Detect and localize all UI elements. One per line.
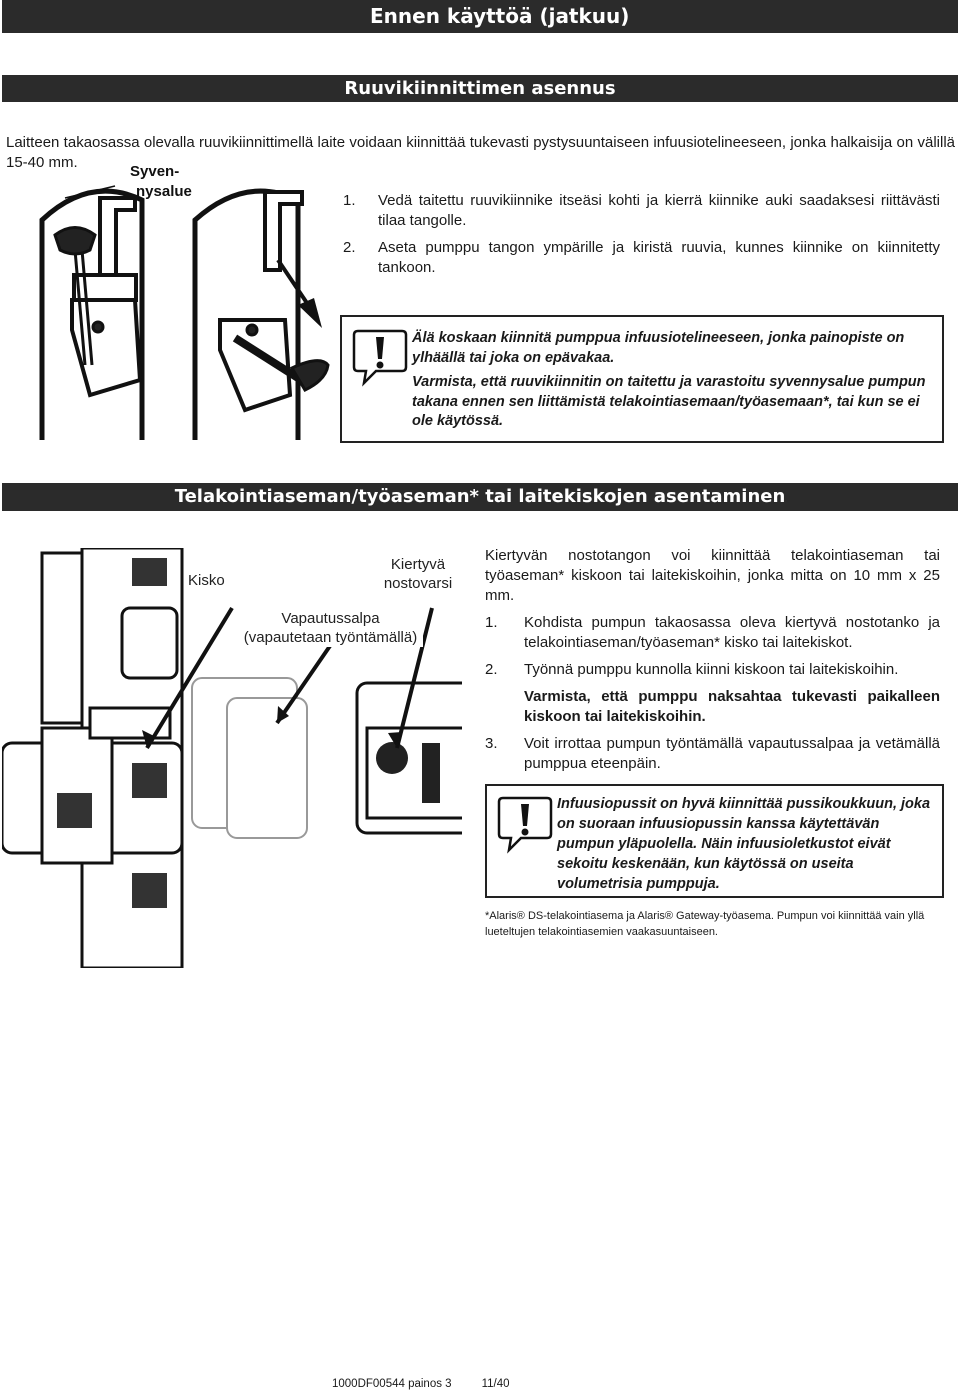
page-footer	[332, 1378, 540, 1390]
warning-exclamation-icon	[495, 794, 555, 854]
figure-label-line: (vapautetaan työntämällä)	[243, 629, 418, 646]
figure-label-line: nostovarsi	[383, 575, 453, 592]
warning-text: Infuusiopussit on hyvä kiinnittää pussikoukkuun, joka on suoraan infuusiopussin kanssa käytettävän pumpun yläpuolella. Näin infuusioletkustot eivät sekoitu keskenään, kun käytössä on useita volumetrisia pumppuja.	[557, 796, 931, 892]
step-text: Aseta pumppu tangon ympärille ja kiristä ruuvia, kunnes kiinnike on kiinnitetty tankoon.	[378, 239, 940, 276]
warning-box	[340, 315, 944, 443]
step-text: Työnnä pumppu kunnolla kiinni kiskoon tai laitekiskoihin.	[524, 661, 899, 678]
warning-text: Varmista, että ruuvikiinnitin on taitettu ja varastoitu syvennysalue pumpun takana ennen sen liittämistä telakointiasemaan/työasemaan*, tai kun se ei ole käytössä.	[412, 374, 926, 429]
step-text: Vedä taitettu ruuvikiinnike itseäsi kohti ja kierrä kiinnike auki saadaksesi riittävästi tilaa tangolle.	[378, 192, 940, 229]
figure-label-line: Vapautussalpa	[281, 610, 380, 627]
section-intro: Kiertyvän nostotangon voi kiinnittää telakointiaseman tai työaseman* kiskoon tai laitekiskoihin, jonka mitta on 10 mm x 25 mm.	[485, 547, 940, 604]
figure-label-line: Syven-	[130, 163, 180, 180]
clamp-illustration	[30, 180, 330, 440]
step-number: 1.	[343, 192, 356, 209]
figure-label-line: Kiertyvä	[390, 556, 446, 573]
page-title: Ennen käyttöä (jatkuu)	[370, 4, 630, 28]
step-number: 1.	[485, 614, 498, 631]
page-header	[2, 0, 958, 33]
document-id: 1000DF00544 painos 3	[332, 1378, 452, 1390]
section-intro: Laitteen takaosassa olevalla ruuvikiinnittimellä laite voidaan kiinnittää tukevasti pystysuuntaiseen infuusiotelineeseen, jonka halkaisija on välillä 15-40 mm.	[6, 134, 955, 171]
page-number: 11/40	[481, 1378, 510, 1390]
step-number: 3.	[485, 735, 498, 752]
step-emphasis: Varmista, että pumppu naksahtaa tukevasti paikalleen kiskoon tai laitekiskoihin.	[524, 688, 940, 725]
warning-exclamation-icon	[350, 327, 410, 387]
figure-label-kisko: Kisko	[188, 572, 225, 589]
warning-box	[485, 784, 944, 898]
step-text: Voit irrottaa pumpun työntämällä vapautussalpaa ja vetämällä pumppua eteenpäin.	[524, 735, 940, 772]
step-number: 2.	[485, 661, 498, 678]
step-number: 2.	[343, 239, 356, 256]
section-title: Ruuvikiinnittimen asennus	[344, 78, 616, 99]
section-title-bar	[2, 483, 958, 511]
footnote: *Alaris® DS-telakointiasema ja Alaris® Gateway-työasema. Pumpun voi kiinnittää vain yllä lueteltujen telakointiasemien vaakasuuntaiseen.	[485, 910, 925, 938]
figure-label-kiertyva	[380, 555, 456, 593]
figure-label-line: nysalue	[136, 183, 192, 200]
warning-text: Älä koskaan kiinnitä pumppua infuusiotelineeseen, jonka painopiste on ylhäällä tai joka on epävakaa.	[412, 330, 905, 366]
section-title: Telakointiaseman/työaseman* tai laitekiskojen asentaminen	[174, 486, 786, 507]
figure-label-syvennysalue	[130, 162, 192, 202]
section-title-bar	[2, 75, 958, 102]
figure-label-vapautussalpa	[238, 609, 423, 647]
step-text: Kohdista pumpun takaosassa oleva kiertyvä nostotanko ja telakointiaseman/työaseman* kisko tai laitekiskot.	[524, 614, 940, 651]
